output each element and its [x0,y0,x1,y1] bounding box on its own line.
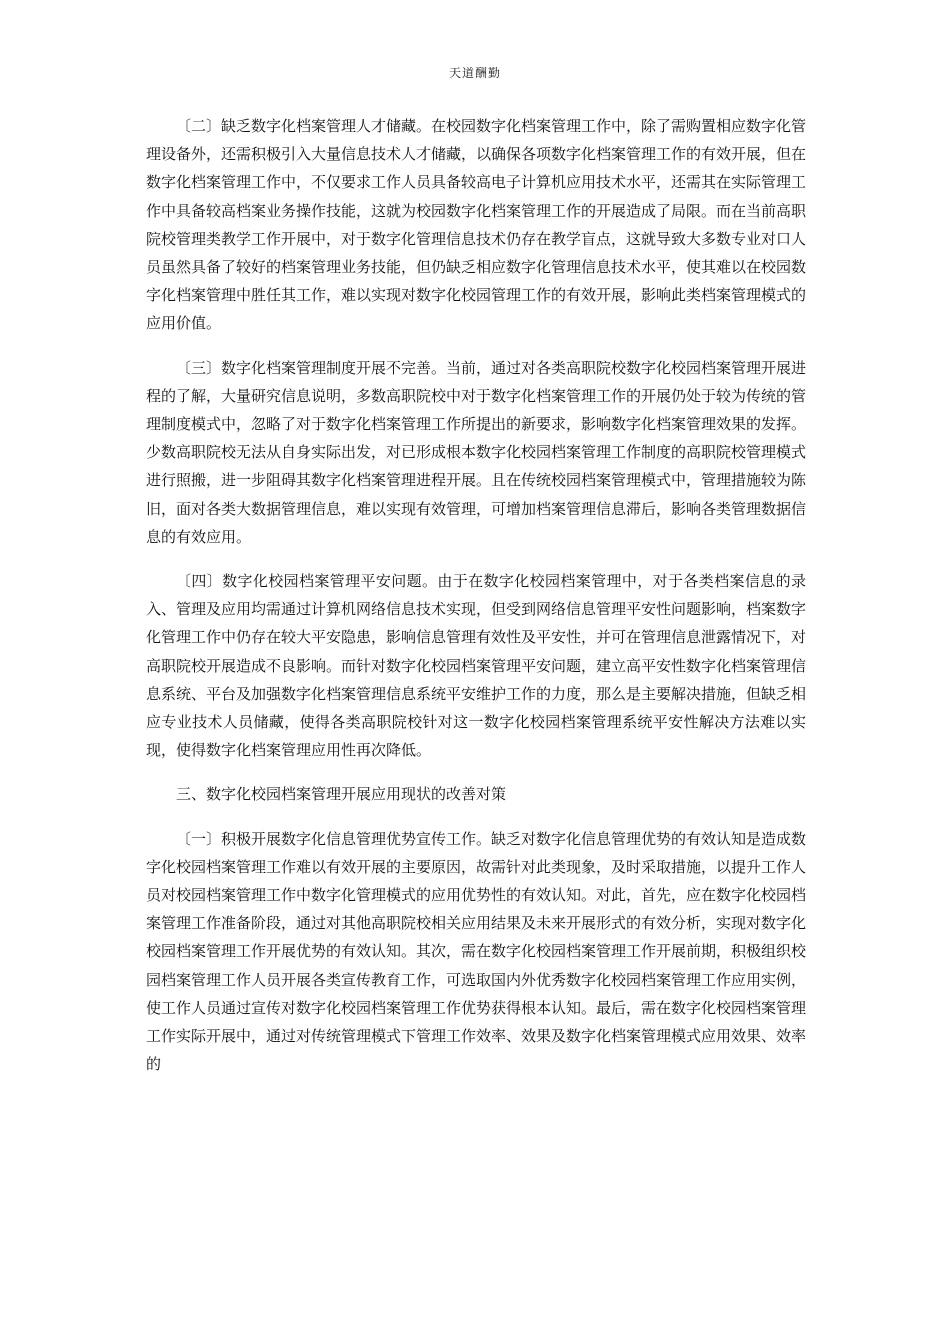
page-header: 天道酬勤 [448,66,501,80]
paragraph-management-system: 〔三〕数字化档案管理制度开展不完善。当前，通过对各类高职院校数字化校园档案管理开展进程的了解，大量研究信息说明，多数高职院校中对于数字化档案管理工作的开展仍处于较为传统的管理制度模式中，忽略了对于数字化档案管理工作所提出的新要求，影响数字化档案管理效果的发挥。少数高职院校无法从自身实际出发，对已形成根本数字化校园档案管理工作制度的高职院校管理模式进行照搬，进一步阻碍其数字化档案管理进程开展。且在传统校园档案管理模式中，管理措施较为陈旧，面对各类大数据管理信息，难以实现有效管理，可增加档案管理信息滞后，影响各类管理数据信息的有效应用。 [146,358,807,546]
section-heading-improvement: 三、数字化校园档案管理开展应用现状的改善对策 [176,785,507,804]
paragraph-promotion-work: 〔一〕积极开展数字化信息管理优势宣传工作。缺乏对数字化信息管理优势的有效认知是造成数字化校园档案管理工作难以有效开展的主要原因，故需针对此类现象，及时采取措施，以提升工作人员对校园档案管理工作中数字化管理模式的应用优势性的有效认知。对此，首先，应在数字化校园档案管理工作准备阶段，通过对其他高职院校相关应用结果及未来开展形式的有效分析，实现对数字化校园档案管理工作开展优势的有效认知。其次，需在数字化校园档案管理工作开展前期，积极组织校园档案管理工作人员开展各类宣传教育工作，可选取国内外优秀数字化校园档案管理工作应用实例，使工作人员通过宣传对数字化校园档案管理工作优势获得根本认知。最后，需在数字化校园档案管理工作实际开展中，通过对传统管理模式下管理工作效率、效果及数字化档案管理模式应用效果、效率的 [146,829,807,1074]
paragraph-security-issue: 〔四〕数字化校园档案管理平安问题。由于在数字化校园档案管理中，对于各类档案信息的录入、管理及应用均需通过计算机网络信息技术实现，但受到网络信息管理平安性问题影响，档案数字化管理工作中仍存在较大平安隐患，影响信息管理有效性及平安性，并可在管理信息泄露情况下，对高职院校开展造成不良影响。而针对数字化校园档案管理平安问题，建立高平安性数字化档案管理信息系统、平台及加强数字化档案管理信息系统平安维护工作的力度，那么是主要解决措施，但缺乏相应专业技术人员储藏，使得各类高职院校针对这一数字化校园档案管理系统平安性解决方法难以实现，使得数字化档案管理应用性再次降低。 [146,572,807,760]
document-body [146,112,806,1095]
paragraph-talent-shortage: 〔二〕缺乏数字化档案管理人才储藏。在校园数字化档案管理工作中，除了需购置相应数字化管理设备外，还需积极引入大量信息技术人才储藏，以确保各项数字化档案管理工作的有效开展，但在数字化档案管理工作中，不仅要求工作人员具备较高电子计算机应用技术水平，还需其在实际管理工作中具备较高档案业务操作技能，这就为校园数字化档案管理工作的开展造成了局限。而在当前高职院校管理类教学工作开展中，对于数字化管理信息技术仍存在教学盲点，这就导致大多数专业对口人员虽然具备了较好的档案管理业务技能，但仍缺乏相应数字化管理信息技术水平，使其难以在校园数字化档案管理中胜任其工作，难以实现对数字化校园管理工作的有效开展，影响此类档案管理模式的应用价值。 [146,117,807,333]
